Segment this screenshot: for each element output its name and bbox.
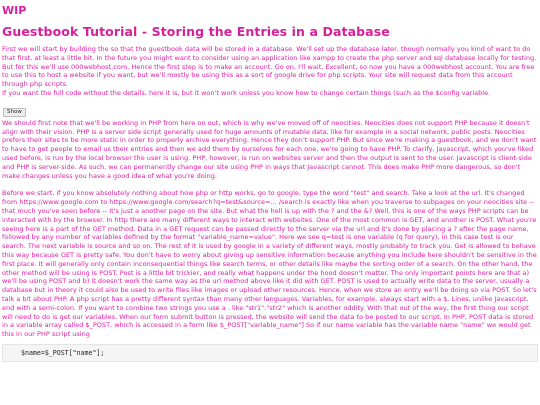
php-notes-paragraph: We should first note that we'll be working in PHP from here on out, which is why we've moved off of neocities. Neocities does not support PHP because it doesn't align with their vision. PHP is a server side script generally used for huge amounts of mutable data, like for example in a social network, public posts. Neocities prefers their sites to be more static in order to properly archive everything. Hence they don't support PHP. But since we're making a guestbook, and we don't want to have to get people to email us their entries and then we add them by ourselves for each one, we're going to have PHP. To clarify, Javascript, which you've liked used before, is run by the local browser the user is using. PHP, however, is run on websites server and then the output is sent to the user. Javascript is client-side and PHP is server-side. As such, we can permanently change our site using PHP in ways that Javascript cannot. This does make PHP more dangerous, so don't make changes unless you have a good idea of what you're doing. xyxy=(2,118,537,180)
intro-paragraph: First we will start by building the so that the guestbook data will be stored in a database. We'll set up the database later, though normally you kind of want to do that first, at least a little bit. In the future you might want to consider using an application like xampp to create the php server and sql database locally for testing. But for this we'll use 000webhost.com. Hence the first step is to make an account. Go on, I'll wait. Excellent, so now you have a 000webhost account. You are free to use this to host a website if you want, but we'll mostly be using this as a sort of google drive for php scripts. Your site will request data from this account through php scripts. xyxy=(2,45,537,89)
code-block: $name=$_POST["name"]; xyxy=(2,344,538,362)
section-gap xyxy=(2,180,537,189)
http-explanation-paragraph: Before we start, if you know absolutely nothing about how php or http works, go to google, type the word "test" and search. Take a look at the url. It's changed from https://www.google.com to https://www.google.com/search?q=test&source=... /search is exactly like when you traverse to subpages on your neocities site -- that much you've seen before -- It's just a another page on the site. But what the hell is up with the ? and the &? Well, this is one of the ways PHP scripts can be interacted with by the browser. In http there are many different ways to interact with websites. One of the most common is GET, and another is POST. What you're seeing here is a part of the GET method. Data in a GET request can be passed directly to the server via the url and it's done by placing a ? after the page name, followed by any number of variables defined by the format "variable_name=value". Here we see q=test is one variable (q for query), in this case test is our search. The next variable is source and so on. The rest of it is used by google in a variety of different ways, mostly probably to track you. Get is allowed to behave this way because GET is pretty safe. You don't have to worry about giving up sensitive information because anything you include here shouldn't be sensitive in the first place. It will generally only contain inconsequential things like search terms, or other details like maybe the sorting order of a search. On the other hand, the other method will be using is POST. Post is a little bit trickier, and really what happens under the hood doesn't matter. The only important points here are that a) we'll be using POST and b) it doesn't work the same way as the url method above like it did with GET. POST is used to actually write data to the server, usually a database but in theory it could also be used to write files like images or upload other resources. Hence, when we store an entry we'll be doing so via POST. So let's talk a bit about PHP. A php script has a pretty different syntax than many other languages. Variables, for example, always start with a $. Lines, unlike Javascript, end with a semi-colon. If you want to combine two strings you use a . like "str1"."str2" which is another oddity. With that out of the way, the first thing our script will need to do is get our variables. When our form submit button is pressed, the website will send the data to be posted to our script. In PHP, POST data is stored in a variable array called $_POST, which is accessed in a form like $_POST["variable_name"] So if our name variable has the variable name "name" we would get this in our PHP script using xyxy=(2,189,537,339)
full-code-note: If you want the full code without the details, here it is, but it won't work unless you know how to change certain things (such as the $config variable. xyxy=(2,88,491,97)
wip-label: WIP xyxy=(2,4,27,17)
page-title: Guestbook Tutorial - Storing the Entries in a Database xyxy=(2,24,390,39)
show-code-button[interactable]: Show xyxy=(3,108,26,117)
